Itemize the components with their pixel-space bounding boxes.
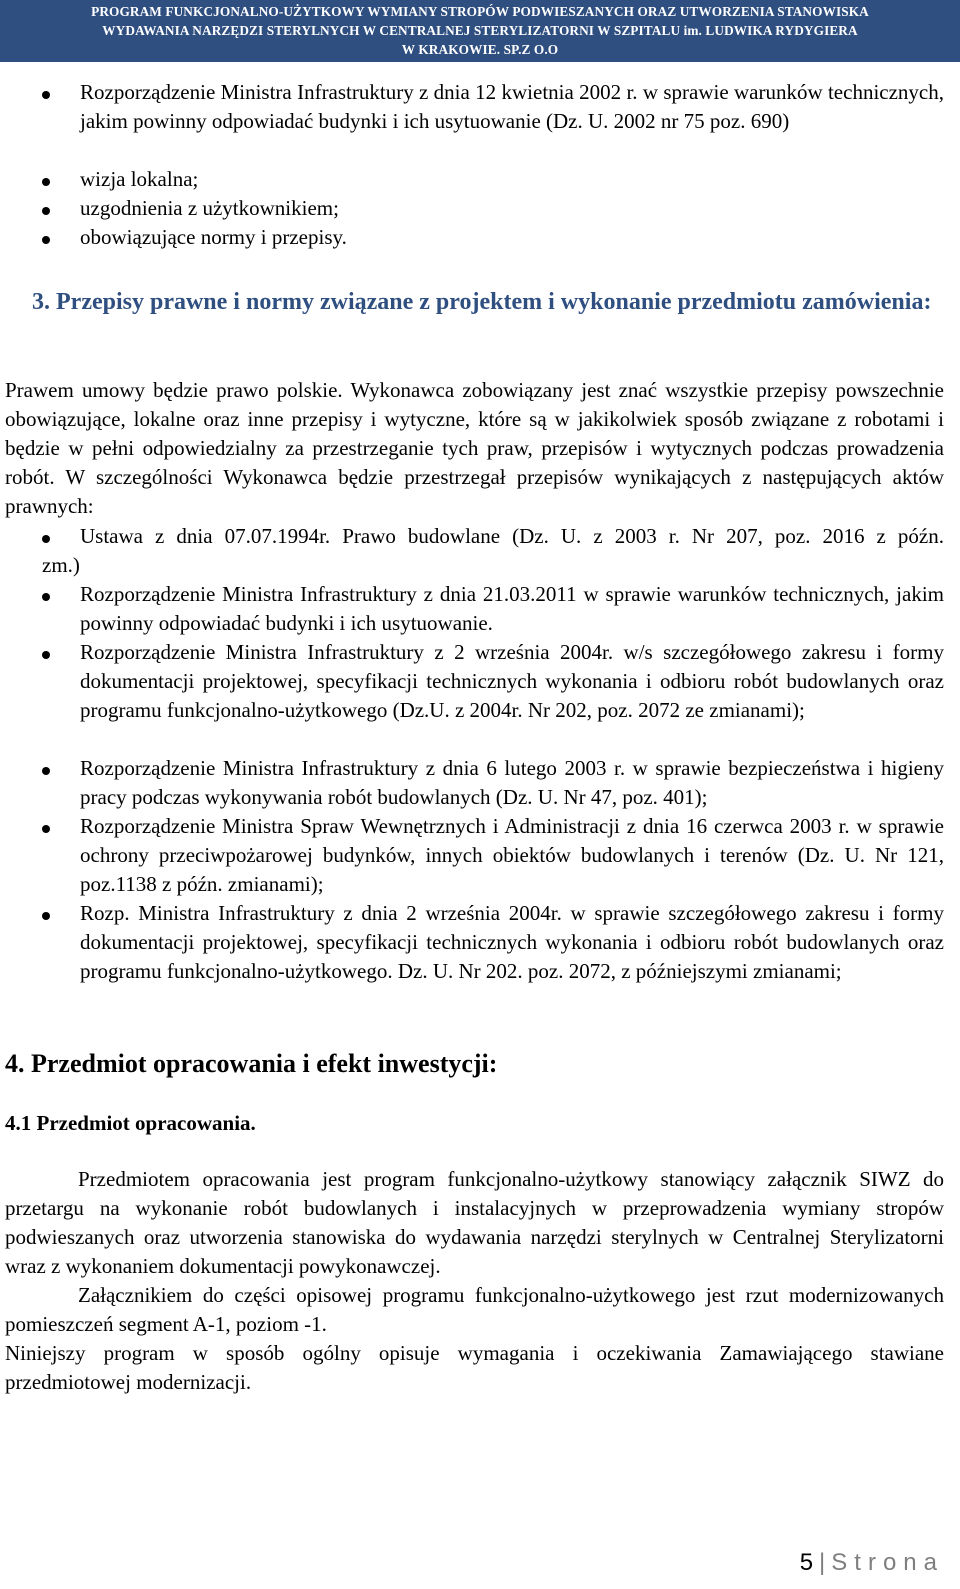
- list-item: wizja lokalna;: [80, 167, 199, 191]
- page-number: 5: [799, 1549, 814, 1576]
- header-line-2: WYDAWANIA NARZĘDZI STERYLNYCH W CENTRALNEJ STERYLIZATORNI W SZPITALU im. LUDWIKA RYDYGIERA: [102, 23, 858, 38]
- bullet-icon: [42, 535, 50, 543]
- bullet-icon: [42, 825, 50, 833]
- bullet-icon: [42, 912, 50, 920]
- footer-separator: |: [819, 1549, 826, 1576]
- bullet-icon: [42, 593, 50, 601]
- paragraph: Niniejszy program w sposób ogólny opisuje wymagania i oczekiwania Zamawiającego stawiane przedmiotowej modernizacji.: [5, 1341, 944, 1394]
- header-line-1: PROGRAM FUNKCJONALNO-UŻYTKOWY WYMIANY STROPÓW PODWIESZANYCH ORAZ UTWORZENIA STANOWISKA: [91, 4, 869, 19]
- section-heading: 3. Przepisy prawne i normy związane z projektem i wykonanie przedmiotu zamówienia:: [32, 289, 932, 315]
- paragraph: Załącznikiem do części opisowej programu funkcjonalno-użytkowego jest rzut modernizowanych pomieszczeń segment A-1, poziom -1.: [5, 1283, 944, 1336]
- list-item-continuation: zm.): [42, 553, 80, 577]
- list-item: Rozporządzenie Ministra Infrastruktury z 2 września 2004r. w/s szczegółowego zakresu i formy dokumentacji projektowej, specyfikacji technicznych wykonania i odbioru robót budowlanych oraz programu funkcjonalno-użytkowego (Dz.U. z 2004r. Nr 202, poz. 2072 ze zmianami);: [80, 640, 944, 722]
- list-item: uzgodnienia z użytkownikiem;: [80, 196, 339, 220]
- page-footer: [800, 1548, 944, 1578]
- paragraph: Przedmiotem opracowania jest program funkcjonalno-użytkowy stanowiący załącznik SIWZ do przetargu na wykonanie robót budowlanych i instalacyjnych w przeprowadzenia wymiany stropów podwieszanych oraz utworzenia stanowiska do wydawania narzędzi sterylnych w Centralnej Sterylizatorni wraz z wykonaniem dokumentacji powykonawczej.: [5, 1167, 944, 1278]
- section-heading: 4. Przedmiot opracowania i efekt inwestycji:: [5, 1049, 498, 1078]
- list-item: Rozporządzenie Ministra Infrastruktury z dnia 12 kwietnia 2002 r. w sprawie warunków technicznych, jakim powinny odpowiadać budynki i ich usytuowanie (Dz. U. 2002 nr 75 poz. 690): [80, 80, 944, 133]
- list-item: Rozporządzenie Ministra Spraw Wewnętrznych i Administracji z dnia 16 czerwca 2003 r. w sprawie ochrony przeciwpożarowej budynków, innych obiektów budowlanych i terenów (Dz. U. Nr 121, poz.1138 z późn. zmianami);: [80, 814, 944, 896]
- header-line-3: W KRAKOWIE. SP.Z O.O: [401, 42, 559, 57]
- subsection-heading: 4.1 Przedmiot opracowania.: [5, 1111, 256, 1135]
- list-item: obowiązujące normy i przepisy.: [80, 225, 347, 249]
- page-label: Strona: [831, 1549, 944, 1576]
- paragraph: Prawem umowy będzie prawo polskie. Wykonawca zobowiązany jest znać wszystkie przepisy powszechnie obowiązujące, lokalne oraz inne przepisy i wytyczne, które są w jakikolwiek sposób związane z robotami i będzie w pełni odpowiedzialny za przestrzeganie tych praw, przepisów i wytycznych podczas prowadzenia robót. W szczególności Wykonawca będzie przestrzegał przepisów wynikających z następujących aktów prawnych:: [5, 378, 944, 518]
- bullet-icon: [42, 91, 50, 99]
- list-item: Rozp. Ministra Infrastruktury z dnia 2 września 2004r. w sprawie szczegółowego zakresu i formy dokumentacji projektowej, specyfikacji technicznych wykonania i odbioru robót budowlanych oraz programu funkcjonalno-użytkowego. Dz. U. Nr 202. poz. 2072, z późniejszymi zmianami;: [80, 901, 944, 983]
- list-item: Rozporządzenie Ministra Infrastruktury z dnia 21.03.2011 w sprawie warunków technicznych, jakim powinny odpowiadać budynki i ich usytuowanie.: [80, 582, 944, 635]
- bullet-icon: [42, 178, 50, 186]
- list-item: Rozporządzenie Ministra Infrastruktury z dnia 6 lutego 2003 r. w sprawie bezpieczeństwa i higieny pracy podczas wykonywania robót budowlanych (Dz. U. Nr 47, poz. 401);: [80, 756, 944, 809]
- bullet-icon: [42, 236, 50, 244]
- bullet-icon: [42, 207, 50, 215]
- document-header: [0, 0, 960, 62]
- bullet-icon: [42, 651, 50, 659]
- list-item: Ustawa z dnia 07.07.1994r. Prawo budowlane (Dz. U. z 2003 r. Nr 207, poz. 2016 z późn.: [80, 524, 944, 548]
- bullet-icon: [42, 767, 50, 775]
